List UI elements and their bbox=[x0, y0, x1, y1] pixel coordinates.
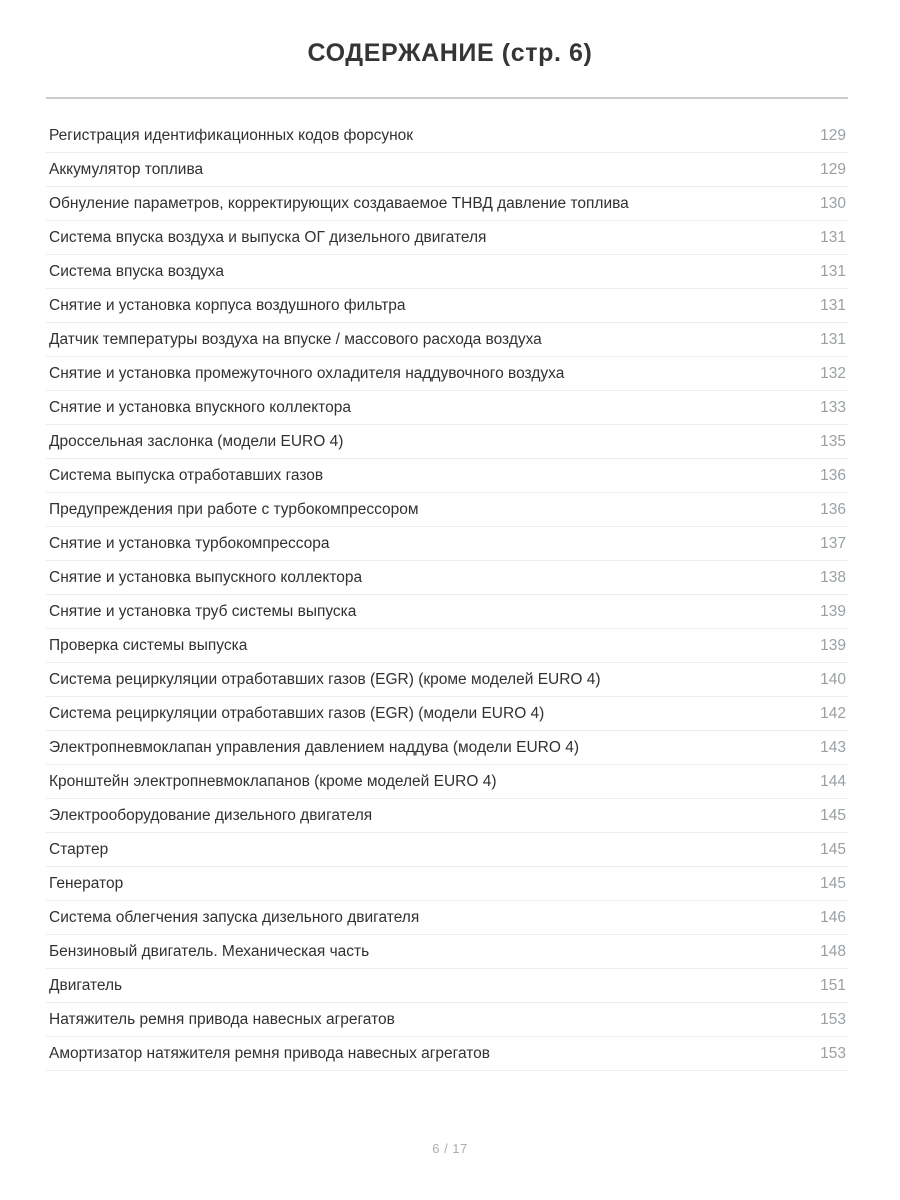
toc-entry-page-number: 137 bbox=[820, 535, 846, 553]
toc-entry-title: Снятие и установка корпуса воздушного фильтра bbox=[49, 297, 406, 315]
toc-entry-title: Аккумулятор топлива bbox=[49, 161, 204, 179]
toc-entry[interactable] bbox=[46, 391, 848, 425]
toc-entry-page-number: 130 bbox=[820, 195, 846, 213]
toc-entry[interactable] bbox=[46, 663, 848, 697]
page-pagination: 6 / 17 bbox=[432, 1141, 468, 1156]
toc-entry-title: Снятие и установка промежуточного охладителя наддувочного воздуха bbox=[49, 365, 565, 383]
toc-entry-title: Кронштейн электропневмоклапанов (кроме моделей EURO 4) bbox=[49, 773, 497, 791]
header-divider bbox=[46, 97, 848, 99]
toc-entry-page-number: 151 bbox=[820, 977, 846, 995]
toc-entry[interactable] bbox=[46, 357, 848, 391]
toc-entry-title: Натяжитель ремня привода навесных агрегатов bbox=[49, 1011, 395, 1029]
toc-entry-page-number: 129 bbox=[820, 127, 846, 145]
toc-entry-title: Система впуска воздуха bbox=[49, 263, 224, 281]
toc-entry-page-number: 136 bbox=[820, 467, 846, 485]
toc-entry-title: Двигатель bbox=[49, 977, 123, 995]
toc-entry[interactable] bbox=[46, 731, 848, 765]
toc-entry-title: Снятие и установка впускного коллектора bbox=[49, 399, 351, 417]
toc-entry[interactable] bbox=[46, 221, 848, 255]
toc-entry-page-number: 139 bbox=[820, 603, 846, 621]
toc-entry-page-number: 145 bbox=[820, 875, 846, 893]
toc-entry-title: Амортизатор натяжителя ремня привода навесных агрегатов bbox=[49, 1045, 491, 1063]
toc-entry-title: Электрооборудование дизельного двигателя bbox=[49, 807, 373, 825]
toc-entry-title: Система выпуска отработавших газов bbox=[49, 467, 324, 485]
toc-entry-title: Система впуска воздуха и выпуска ОГ дизельного двигателя bbox=[49, 229, 487, 247]
toc-entry-page-number: 131 bbox=[820, 263, 846, 281]
toc-entry-title: Снятие и установка выпускного коллектора bbox=[49, 569, 363, 587]
toc-entry-page-number: 143 bbox=[820, 739, 846, 757]
toc-entry-page-number: 153 bbox=[820, 1045, 846, 1063]
toc-entry[interactable] bbox=[46, 153, 848, 187]
toc-entry[interactable] bbox=[46, 527, 848, 561]
toc-entry-title: Проверка системы выпуска bbox=[49, 637, 248, 655]
toc-entry-page-number: 129 bbox=[820, 161, 846, 179]
toc-entry[interactable] bbox=[46, 561, 848, 595]
toc-entry[interactable] bbox=[46, 493, 848, 527]
toc-entry-page-number: 139 bbox=[820, 637, 846, 655]
toc-entry[interactable] bbox=[46, 425, 848, 459]
toc-entry-page-number: 138 bbox=[820, 569, 846, 587]
toc-entry-page-number: 153 bbox=[820, 1011, 846, 1029]
toc-entry[interactable] bbox=[46, 595, 848, 629]
toc-entry-page-number: 133 bbox=[820, 399, 846, 417]
toc-entry-title: Стартер bbox=[49, 841, 109, 859]
toc-entry-page-number: 131 bbox=[820, 229, 846, 247]
toc-entry-title: Электропневмоклапан управления давлением наддува (модели EURO 4) bbox=[49, 739, 579, 757]
toc-entry[interactable] bbox=[46, 459, 848, 493]
toc-entry-title: Предупреждения при работе с турбокомпрессором bbox=[49, 501, 419, 519]
toc-entry[interactable] bbox=[46, 1037, 848, 1071]
toc-entry-title: Система рециркуляции отработавших газов (EGR) (кроме моделей EURO 4) bbox=[49, 671, 601, 689]
toc-entry[interactable] bbox=[46, 799, 848, 833]
toc-entry[interactable] bbox=[46, 323, 848, 357]
toc-entry[interactable] bbox=[46, 935, 848, 969]
toc-entry-title: Регистрация идентификационных кодов форсунок bbox=[49, 127, 414, 145]
toc-entry-page-number: 140 bbox=[820, 671, 846, 689]
toc-entry[interactable] bbox=[46, 901, 848, 935]
toc-entry-title: Датчик температуры воздуха на впуске / массового расхода воздуха bbox=[49, 331, 542, 349]
toc-entry-title: Дроссельная заслонка (модели EURO 4) bbox=[49, 433, 344, 451]
toc-entry-page-number: 146 bbox=[820, 909, 846, 927]
toc-entry[interactable] bbox=[46, 187, 848, 221]
toc-entry-page-number: 131 bbox=[820, 297, 846, 315]
toc-entry-page-number: 135 bbox=[820, 433, 846, 451]
page-title: СОДЕРЖАНИЕ (стр. 6) bbox=[307, 39, 593, 67]
toc-entry[interactable] bbox=[46, 697, 848, 731]
toc-entry[interactable] bbox=[46, 833, 848, 867]
toc-entry-title: Снятие и установка турбокомпрессора bbox=[49, 535, 330, 553]
toc-entry-page-number: 148 bbox=[820, 943, 846, 961]
toc-entry[interactable] bbox=[46, 1003, 848, 1037]
toc-entry[interactable] bbox=[46, 867, 848, 901]
toc-entry-page-number: 136 bbox=[820, 501, 846, 519]
toc-entry[interactable] bbox=[46, 255, 848, 289]
toc-entry-title: Система облегчения запуска дизельного двигателя bbox=[49, 909, 420, 927]
toc-entry-title: Снятие и установка труб системы выпуска bbox=[49, 603, 357, 621]
toc-entry-title: Система рециркуляции отработавших газов (EGR) (модели EURO 4) bbox=[49, 705, 545, 723]
toc-entry-title: Бензиновый двигатель. Механическая часть bbox=[49, 943, 370, 961]
toc-entry-page-number: 142 bbox=[820, 705, 846, 723]
toc-entry[interactable] bbox=[46, 289, 848, 323]
toc-entry[interactable] bbox=[46, 969, 848, 1003]
toc-entry-title: Генератор bbox=[49, 875, 124, 893]
table-of-contents bbox=[46, 119, 848, 1071]
toc-entry-page-number: 131 bbox=[820, 331, 846, 349]
toc-entry[interactable] bbox=[46, 119, 848, 153]
toc-entry-page-number: 144 bbox=[820, 773, 846, 791]
toc-entry-page-number: 132 bbox=[820, 365, 846, 383]
toc-entry[interactable] bbox=[46, 629, 848, 663]
toc-entry-page-number: 145 bbox=[820, 841, 846, 859]
toc-entry-page-number: 145 bbox=[820, 807, 846, 825]
toc-entry-title: Обнуление параметров, корректирующих создаваемое ТНВД давление топлива bbox=[49, 195, 629, 213]
toc-entry[interactable] bbox=[46, 765, 848, 799]
